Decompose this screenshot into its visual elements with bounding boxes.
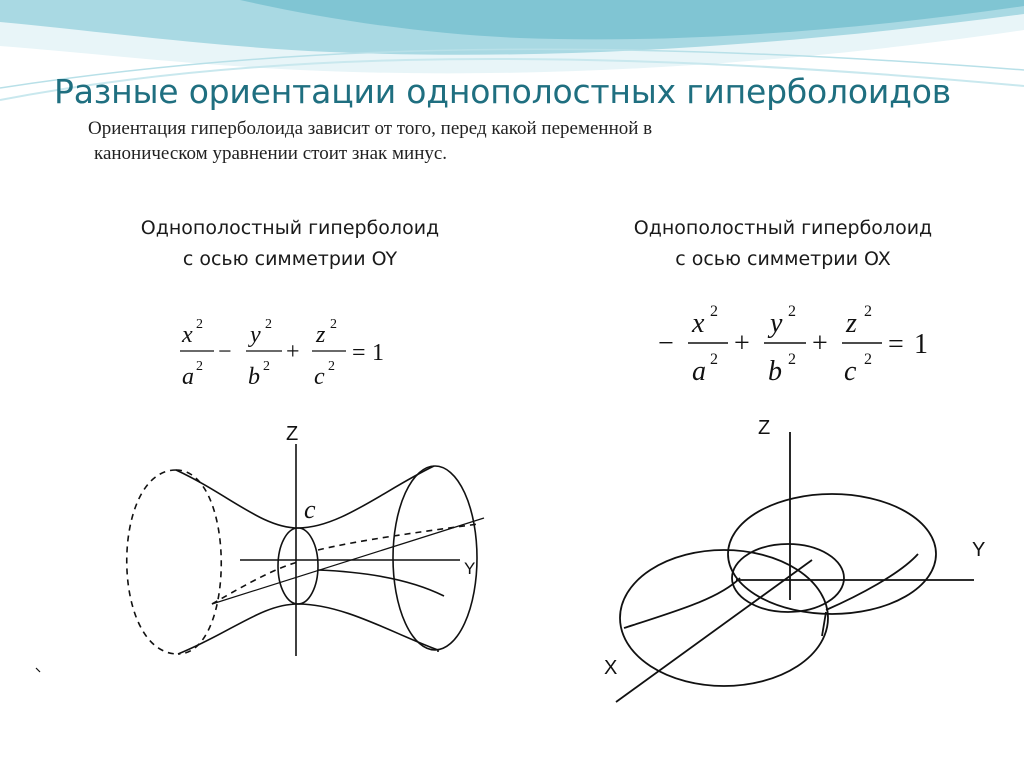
subtitle-line-2: каноническом уравнении стоит знак минус. [94,143,448,164]
left-op-2: + [286,339,300,365]
left-hidden-curve [212,562,298,604]
left-a-exp: 2 [196,359,203,374]
slide-title: Разные ориентации однополостных гиперболоидов [54,72,952,111]
left-z-exp: 2 [330,317,337,332]
left-a-denominator: a [182,364,194,390]
right-c-exp: 2 [864,351,872,368]
right-a-denominator: a [692,356,706,387]
right-a-exp: 2 [710,351,718,368]
stray-mark [36,668,40,672]
right-hidden-curve [318,524,478,550]
left-caption [80,213,500,275]
right-sign: − [658,328,674,359]
left-axis-z-label: Z [286,423,299,445]
left-c-exp: 2 [328,359,335,374]
front-lobe-inner-curve [624,578,740,628]
front-lobe-ellipse [620,550,828,686]
right-b-exp: 2 [788,351,796,368]
left-rhs: 1 [372,340,384,366]
left-equation [176,308,416,400]
left-b-exp: 2 [263,359,270,374]
right-axis-y-label: Y [972,539,986,561]
right-op-1: + [734,328,750,359]
right-y-numerator: y [770,308,783,339]
right-hyperboloid-figure [616,432,974,702]
right-equals: = [888,329,904,360]
left-x-exp: 2 [196,317,203,332]
right-z-exp: 2 [864,303,872,320]
right-x-exp: 2 [710,303,718,320]
left-op-1: − [218,339,232,365]
left-equals: = [352,340,366,366]
left-caption-line-1: Однополостный гиперболоид [140,217,440,239]
right-caption-line-2: с осью симметрии OX [675,248,891,270]
right-x-numerator: x [692,308,705,339]
right-caption-line-1: Однополостный гиперболоид [633,217,933,239]
lower-profile-curve [178,604,438,654]
back-lobe-inner-curve [826,554,918,610]
inner-visible-curve [318,570,444,596]
right-z-numerator: z [846,308,857,339]
right-x-axis [616,560,812,702]
left-y-numerator: y [250,322,261,348]
left-y-exp: 2 [265,317,272,332]
right-caption [573,213,993,275]
right-b-denominator: b [768,356,782,387]
left-z-numerator: z [316,322,326,348]
right-axis-x-label: X [604,657,618,679]
left-hyperboloid-figure [127,444,484,656]
slide-subtitle [88,116,908,166]
left-x-axis [212,518,484,604]
right-c-denominator: c [844,356,857,387]
right-equation [652,296,952,396]
point-c-label: c [304,495,316,524]
left-axis-y-label: Y [464,559,476,578]
hyperboloid-figures [0,400,1024,767]
left-end-ellipse-back [127,470,178,654]
subtitle-line-1: Ориентация гиперболоида зависит от того, перед какой переменной в [88,118,653,139]
right-op-2: + [812,328,828,359]
right-rhs: 1 [914,329,928,360]
right-y-exp: 2 [788,303,796,320]
left-end-ellipse-front [176,470,221,654]
right-axis-z-label: Z [758,417,771,439]
left-b-denominator: b [248,364,260,390]
left-caption-line-2: с осью симметрии OY [182,248,398,270]
left-x-numerator: x [182,322,193,348]
left-c-denominator: c [314,364,325,390]
right-end-ellipse [393,466,477,650]
